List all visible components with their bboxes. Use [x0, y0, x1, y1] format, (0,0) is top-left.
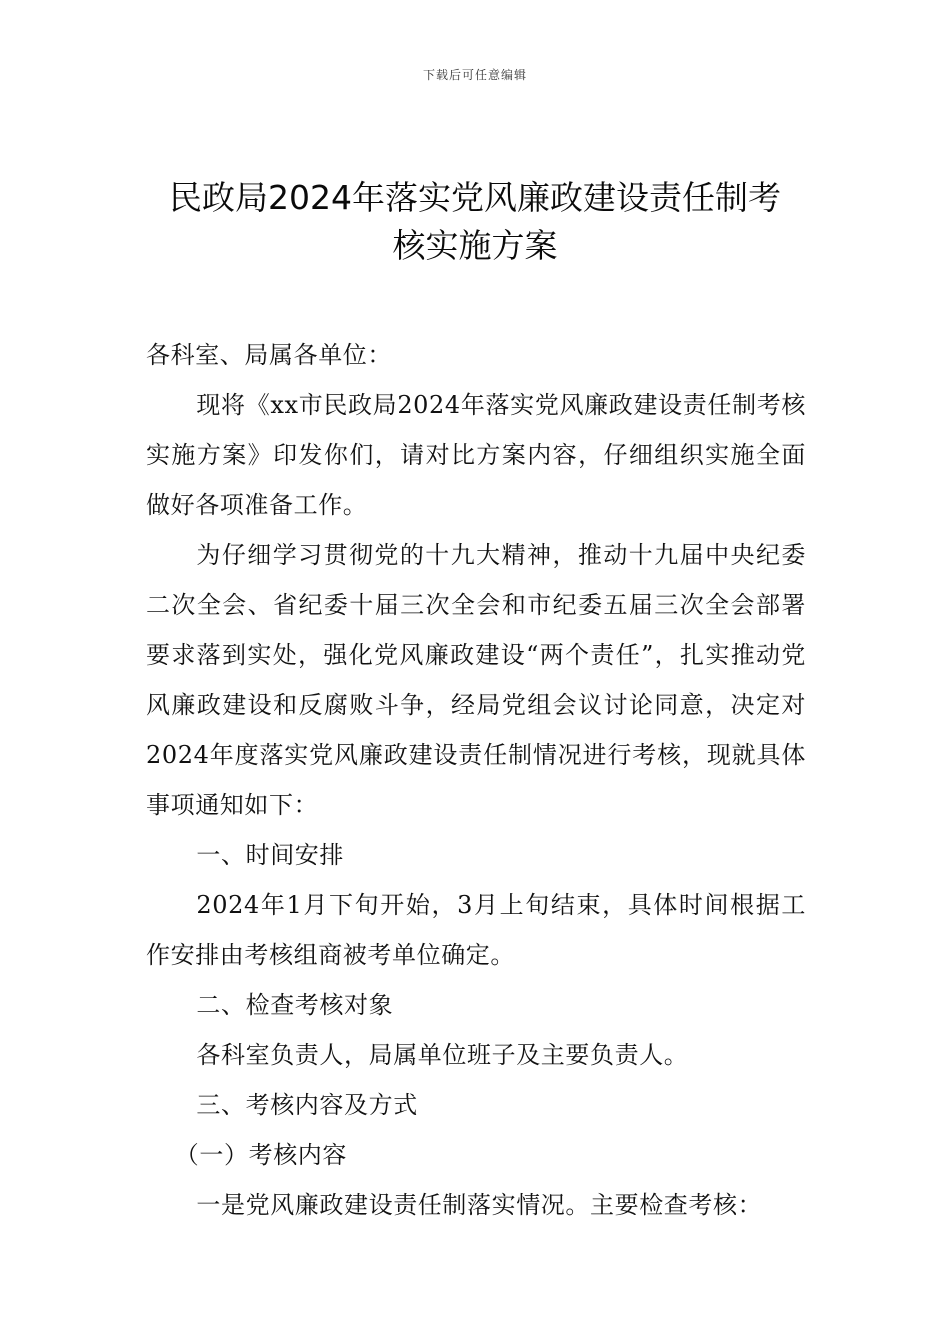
salutation: 各科室、局属各单位：: [146, 341, 392, 369]
paragraph-schedule: 2024年1月下旬开始，3月上旬结束，具体时间根据工作安排由考核组商被考单位确定。: [146, 891, 806, 969]
document-title: [130, 174, 820, 270]
paragraph-notice: 现将《xx市民政局2024年落实党风廉政建设责任制考核实施方案》印发你们，请对比方案内容，仔细组织实施全面做好各项准备工作。: [146, 391, 806, 519]
paragraph-purpose: 为仔细学习贯彻党的十九大精神，推动十九届中央纪委二次全会、省纪委十届三次全会和市纪委五届三次全会部署要求落到实处，强化党风廉政建设“两个责任”，扎实推动党风廉政建设和反腐败斗争，经局党组会议讨论同意，决定对2024年度落实党风廉政建设责任制情况进行考核，现就具体事项通知如下：: [146, 541, 806, 819]
title-line-2: 核实施方案: [392, 226, 558, 265]
section-heading-schedule: 一、时间安排: [196, 841, 344, 869]
section-heading-content: 三、考核内容及方式: [196, 1091, 418, 1119]
section-heading-targets: 二、检查考核对象: [196, 991, 394, 1019]
paragraph-content: 一是党风廉政建设责任制落实情况。主要检查考核：: [196, 1191, 763, 1219]
header-note: 下载后可任意编辑: [422, 68, 527, 82]
title-line-1: 民政局2024年落实党风廉政建设责任制考: [169, 178, 781, 217]
subsection-heading-content: （一）考核内容: [174, 1141, 347, 1169]
document-body: [146, 330, 806, 1230]
paragraph-targets: 各科室负责人，局属单位班子及主要负责人。: [196, 1041, 689, 1069]
